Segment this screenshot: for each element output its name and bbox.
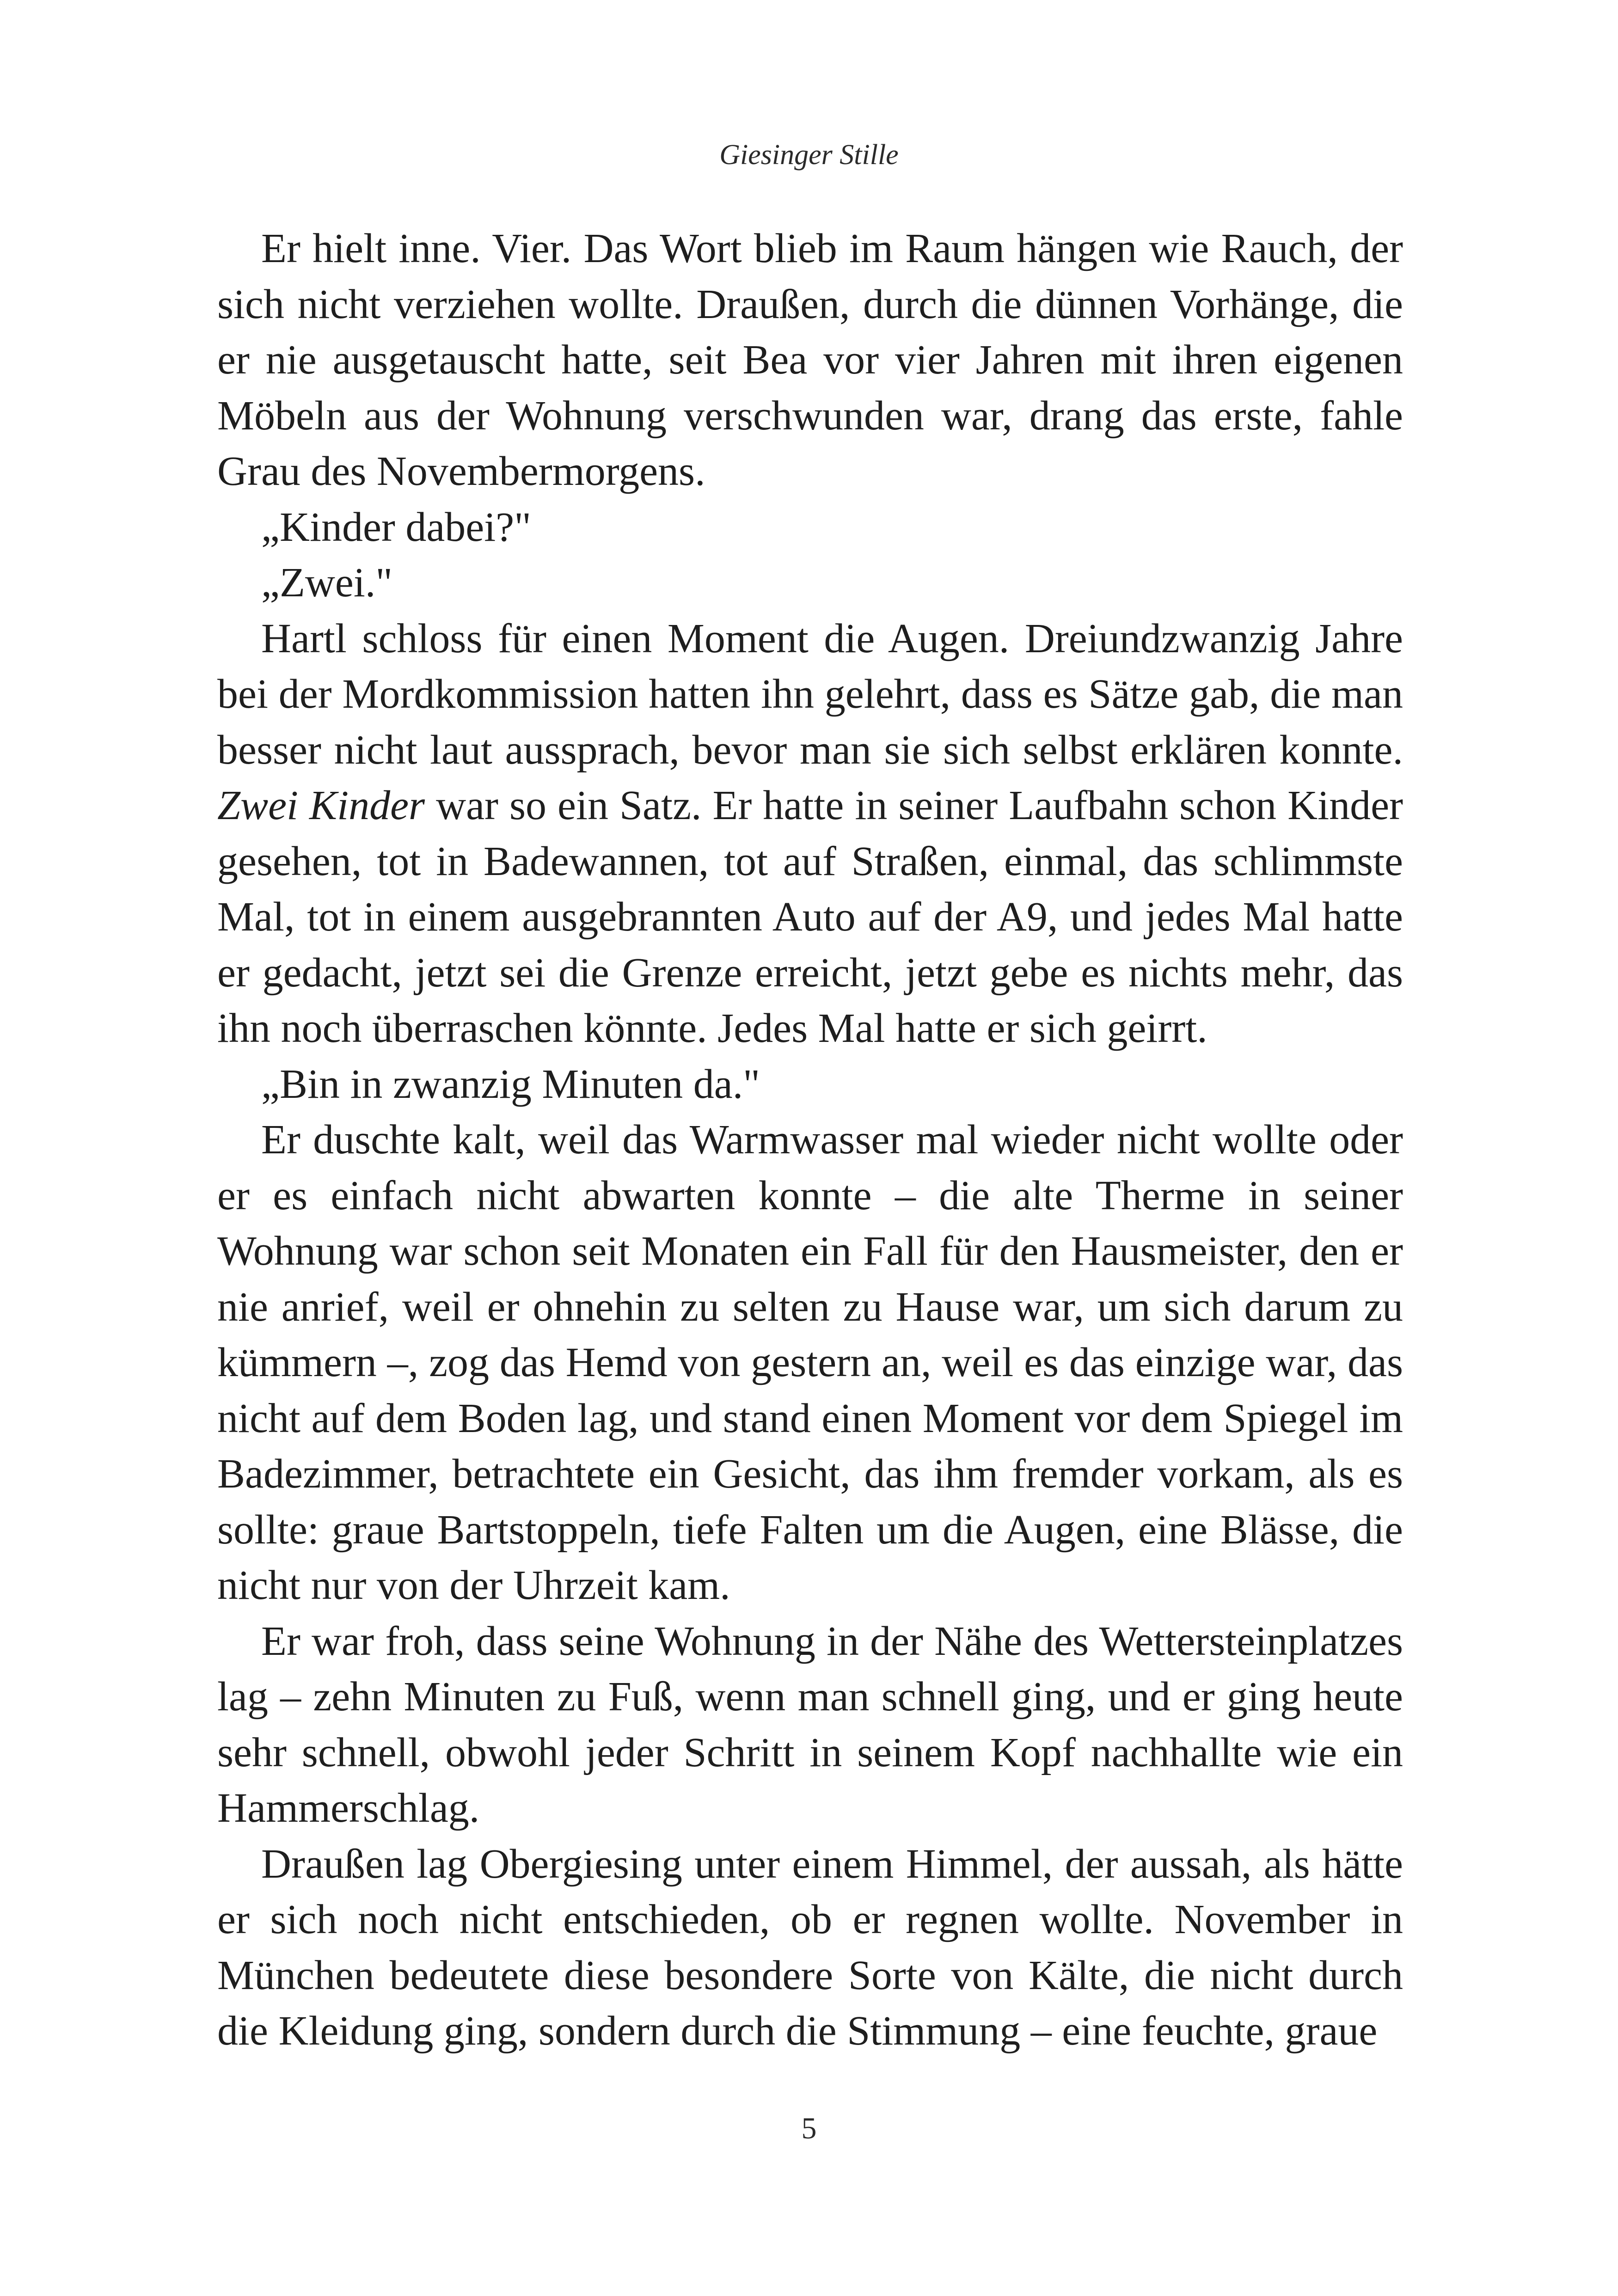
paragraph: Er hielt inne. Vier. Das Wort blieb im Raum hängen wie Rauch, der sich nicht verziehen wollte. Draußen, durch die dünnen Vorhänge, die er nie ausgetauscht hatte, seit Bea vor vier Jahren mit ihren eigenen Möbeln aus der Wohnung verschwunden war, drang das erste, fahle Grau des Novembermorgens.	[217, 226, 1403, 494]
italic-phrase: Zwei Kinder	[217, 783, 425, 828]
paragraph: Draußen lag Obergiesing unter einem Himmel, der aussah, als hätte er sich noch nicht entschieden, ob er regnen wollte. November in München bedeutete diese besondere Sorte von Kälte, die nicht durch die Kleidung ging, sondern durch die Stimmung – eine feuchte, graue	[217, 1841, 1403, 2054]
running-header: Giesinger Stille	[719, 139, 899, 171]
dialogue-line: „Zwei."	[261, 560, 393, 606]
dialogue-line: „Bin in zwanzig Minuten da."	[261, 1061, 760, 1107]
dialogue-line: „Kinder dabei?"	[261, 504, 531, 550]
page-number: 5	[801, 2112, 817, 2145]
body-text	[217, 221, 1403, 2059]
paragraph-rest: war so ein Satz. Er hatte in seiner Laufbahn schon Kinder gesehen, tot in Badewannen, tot auf Straßen, einmal, das schlimmste Mal, tot in einem ausgebrannten Auto auf der A9, und jedes Mal hatte er gedacht, jetzt sei die Grenze erreicht, jetzt gebe es nichts mehr, das ihn noch überraschen könnte. Jedes Mal hatte er sich geirrt.	[217, 783, 1403, 1051]
paragraph	[217, 611, 1403, 1057]
paragraph: Er war froh, dass seine Wohnung in der Nähe des Wettersteinplatzes lag – zehn Minuten zu Fuß, wenn man schnell ging, und er ging heute sehr schnell, obwohl jeder Schritt in seinem Kopf nachhallte wie ein Hammerschlag.	[217, 1618, 1403, 1831]
paragraph: Er duschte kalt, weil das Warmwasser mal wieder nicht wollte oder er es einfach nicht abwarten konnte – die alte Therme in seiner Wohnung war schon seit Monaten ein Fall für den Hausmeister, den er nie anrief, weil er ohnehin zu selten zu Hause war, um sich darum zu kümmern –, zog das Hemd von gestern an, weil es das einzige war, das nicht auf dem Boden lag, und stand einen Moment vor dem Spiegel im Badezimmer, betrachtete ein Gesicht, das ihm fremder vorkam, als es sollte: graue Bartstoppeln, tiefe Falten um die Augen, eine Blässe, die nicht nur von der Uhrzeit kam.	[217, 1117, 1403, 1608]
paragraph-lead: Hartl schloss für einen Moment die Augen. Dreiundzwanzig Jahre bei der Mordkommission hatten ihn gelehrt, dass es Sätze gab, die man besser nicht laut aussprach, bevor man sie sich selbst erklären konnte.	[217, 615, 1403, 773]
